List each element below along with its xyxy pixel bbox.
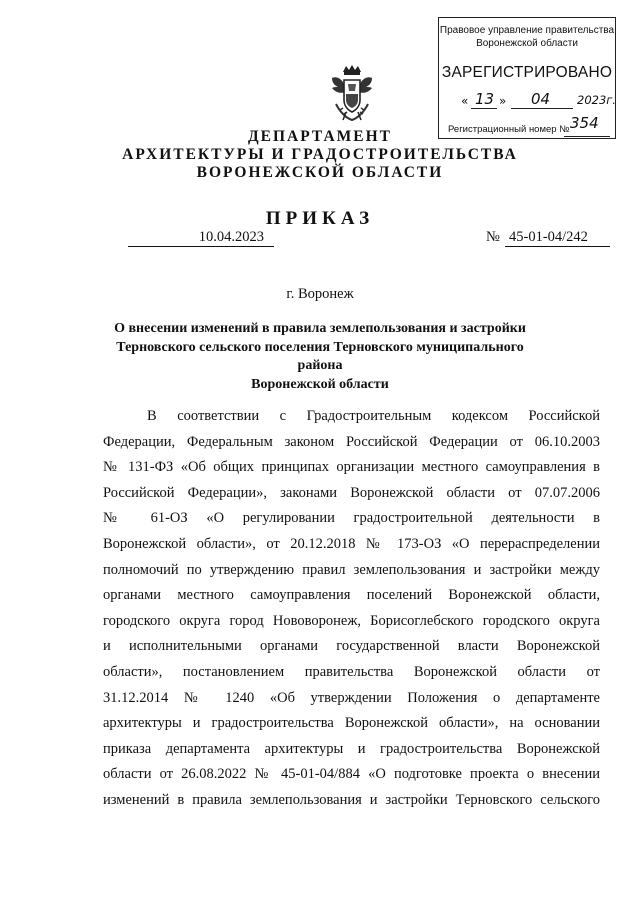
- body-line: В соответствии с Градостроительным кодексом Российской: [147, 408, 600, 424]
- order-date: 10.04.2023: [128, 229, 274, 247]
- registration-stamp: [438, 17, 616, 139]
- body-line: полномочий по утверждению правил землепользования и застройки между: [103, 561, 600, 578]
- body-line: приказа департамента архитектуры и градостроительства Воронежской: [103, 740, 600, 757]
- stamp-year: 2023г.: [577, 93, 616, 107]
- stamp-quote-close: »: [499, 94, 507, 108]
- coat-of-arms-icon: [326, 64, 378, 124]
- body-text: [103, 404, 600, 814]
- stamp-org-line1: Правовое управление правительства: [439, 25, 615, 36]
- dept-line2: АРХИТЕКТУРЫ И ГРАДОСТРОИТЕЛЬСТВА: [122, 146, 518, 163]
- title-line3: Воронежской области: [251, 376, 389, 392]
- body-line: области от 26.08.2022 № 45-01-04/884 «О подготовке проекта о внесении: [103, 766, 600, 783]
- dept-line3: ВОРОНЕЖСКОЙ ОБЛАСТИ: [196, 164, 444, 181]
- title-line2: Терновского сельского поселения Терновского муниципального района: [116, 339, 524, 373]
- body-line: Федерации, Федеральным законом Российской Федерации от 06.10.2003: [103, 433, 600, 450]
- stamp-day-underline: [471, 108, 497, 109]
- city: г. Воронеж: [286, 286, 354, 302]
- body-line: архитектуры и градостроительства Воронежской области», на основании: [103, 715, 600, 732]
- dept-line1: ДЕПАРТАМЕНТ: [247, 128, 393, 145]
- order-title: [100, 320, 540, 394]
- stamp-registered-label: ЗАРЕГИСТРИРОВАНО: [441, 64, 613, 81]
- body-line: органами местного самоуправления поселений Воронежской области,: [103, 587, 600, 604]
- stamp-organization: [439, 24, 615, 50]
- body-line: Российской Федерации», законами Воронежской области от 07.07.2006: [103, 484, 600, 501]
- body-line: изменений в правила землепользования и застройки Терновского сельского: [103, 791, 600, 808]
- body-line: области», постановлением правительства Воронежской области от: [103, 663, 600, 680]
- body-line: Воронежской области», от 20.12.2018 № 173-ОЗ «О перераспределении: [103, 535, 600, 552]
- order-number: 45-01-04/242: [505, 229, 610, 247]
- stamp-month-underline: [511, 108, 573, 109]
- order-number-label: №: [486, 229, 500, 245]
- stamp-org-line2: Воронежской области: [476, 38, 578, 49]
- body-line: 31.12.2014 № 1240 «Об утверждении Положения о департаменте: [103, 689, 600, 706]
- doc-type-heading: ПРИКАЗ: [265, 208, 375, 229]
- stamp-date: [453, 88, 616, 116]
- body-line: городского округа город Нововоронеж, Борисоглебского городского округа: [103, 612, 600, 629]
- body-line: № 131-ФЗ «Об общих принципах организации местного самоуправления в: [103, 459, 600, 476]
- stamp-reg-number: 354: [570, 114, 599, 132]
- title-line1: О внесении изменений в правила землепользования и застройки: [114, 321, 526, 336]
- stamp-quote-open: «: [461, 94, 469, 108]
- stamp-day: 13: [475, 90, 495, 108]
- body-line: и исполнительными органами государственной власти Воронежской: [103, 638, 600, 655]
- stamp-month: 04: [531, 90, 551, 108]
- stamp-reg-label: Регистрационный номер №: [448, 124, 570, 135]
- body-line: № 61-ОЗ «О регулировании градостроительной деятельности в: [103, 510, 600, 527]
